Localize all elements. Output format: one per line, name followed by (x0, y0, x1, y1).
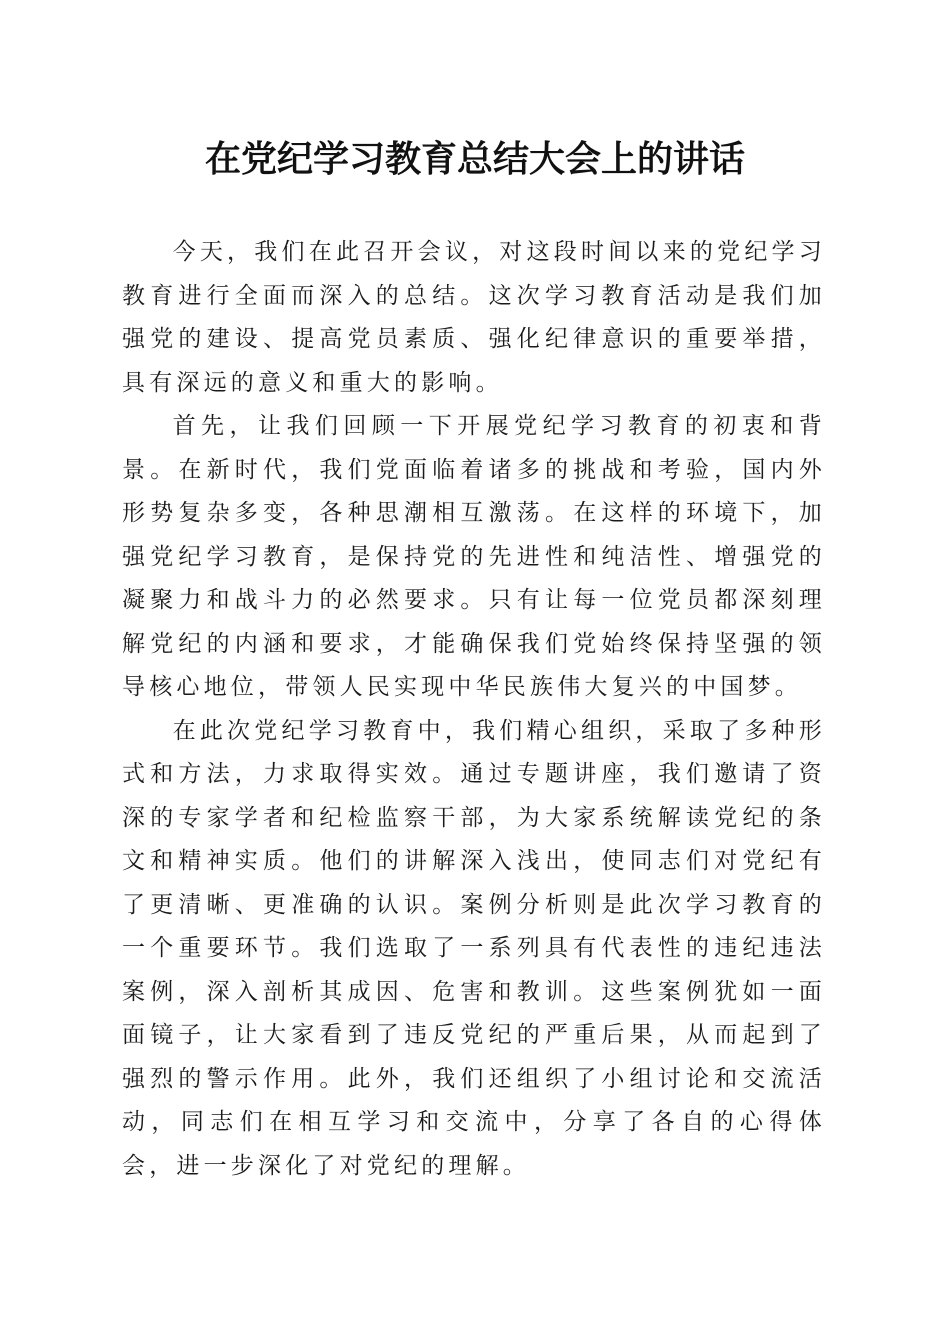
paragraph-1: 今天，我们在此召开会议，对这段时间以来的党纪学习教育进行全面而深入的总结。这次学习教育活动是我们加强党的建设、提高党员素质、强化纪律意识的重要举措，具有深远的意义和重大的影响。 (122, 239, 826, 396)
document-title: 在党纪学习教育总结大会上的讲话 (204, 138, 745, 180)
paragraph-3: 在此次党纪学习教育中，我们精心组织，采取了多种形式和方法，力求取得实效。通过专题讲座，我们邀请了资深的专家学者和纪检监察干部，为大家系统解读党纪的条文和精神实质。他们的讲解深入浅出，使同志们对党纪有了更清晰、更准确的认识。案例分析则是此次学习教育的一个重要环节。我们选取了一系列具有代表性的违纪违法案例，深入剖析其成因、危害和教训。这些案例犹如一面面镜子，让大家看到了违反党纪的严重后果，从而起到了强烈的警示作用。此外，我们还组织了小组讨论和交流活动，同志们在相互学习和交流中，分享了各自的心得体会，进一步深化了对党纪的理解。 (122, 717, 826, 1179)
document-body (122, 231, 826, 1188)
paragraph-2: 首先，让我们回顾一下开展党纪学习教育的初衷和背景。在新时代，我们党面临着诸多的挑战和考验，国内外形势复杂多变，各种思潮相互激荡。在这样的环境下，加强党纪学习教育，是保持党的先进性和纯洁性、增强党的凝聚力和战斗力的必然要求。只有让每一位党员都深刻理解党纪的内涵和要求，才能确保我们党始终保持坚强的领导核心地位，带领人民实现中华民族伟大复兴的中国梦。 (122, 413, 826, 700)
